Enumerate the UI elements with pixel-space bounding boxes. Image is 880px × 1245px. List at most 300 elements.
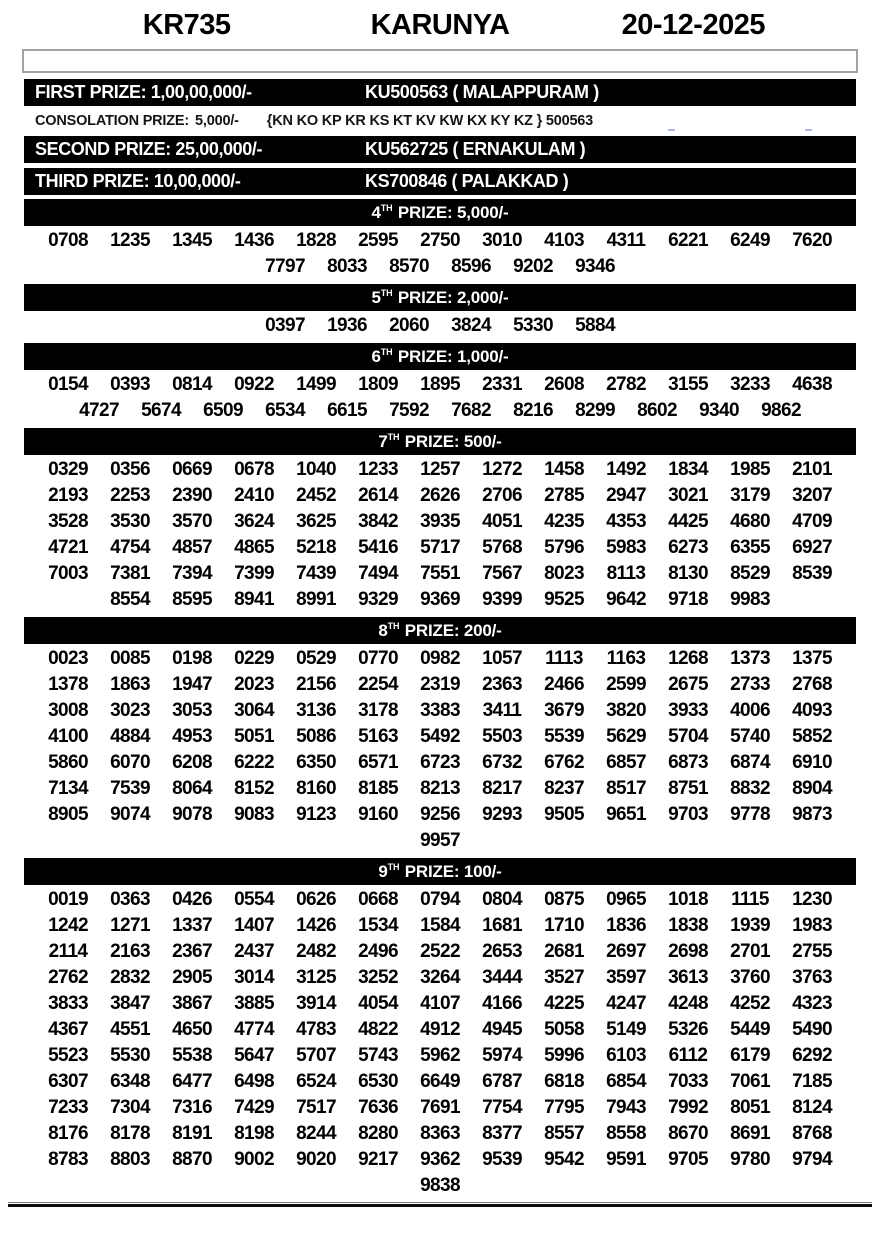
winning-number: 2614 (358, 485, 398, 506)
winning-number: 6534 (265, 400, 305, 421)
winning-number: 4235 (544, 511, 584, 532)
winning-number: 6762 (544, 752, 584, 773)
winning-number: 3527 (544, 967, 584, 988)
winning-number: 3023 (110, 700, 150, 721)
winning-number: 9074 (110, 804, 150, 825)
winning-number: 6910 (792, 752, 832, 773)
winning-number: 4822 (358, 1019, 398, 1040)
winning-number: 2437 (234, 941, 274, 962)
winning-number: 4323 (792, 993, 832, 1014)
winning-number: 0393 (110, 374, 150, 395)
winning-number: 6103 (606, 1045, 646, 1066)
draw-code: KR735 (142, 9, 231, 41)
winning-number: 2733 (730, 674, 770, 695)
winning-number: 5852 (792, 726, 832, 747)
winning-number: 4884 (110, 726, 150, 747)
winning-number: 5086 (296, 726, 336, 747)
winning-number: 3010 (482, 230, 522, 251)
winning-number: 9002 (234, 1149, 274, 1170)
winning-number: 3933 (668, 700, 708, 721)
prize-section-title: 7TH PRIZE: 500/- (378, 431, 502, 451)
winning-number: 8768 (792, 1123, 832, 1144)
blank-banner-box (22, 49, 858, 73)
winning-number: 1115 (731, 889, 769, 910)
winning-number: 6649 (420, 1071, 460, 1092)
winning-number: 3885 (234, 993, 274, 1014)
winning-number: 7134 (48, 778, 88, 799)
winning-number: 5530 (110, 1045, 150, 1066)
winning-number: 8670 (668, 1123, 708, 1144)
winning-number: 8554 (110, 589, 150, 610)
winning-numbers-row (0, 535, 880, 561)
winning-number: 8130 (668, 563, 708, 584)
winning-number: 0922 (234, 374, 274, 395)
winning-number: 9256 (420, 804, 460, 825)
winning-number: 1235 (110, 230, 150, 251)
winning-number: 2522 (420, 941, 460, 962)
winning-number: 1233 (358, 459, 398, 480)
winning-numbers-row (0, 939, 880, 965)
winning-number: 4166 (482, 993, 522, 1014)
winning-number: 5974 (482, 1045, 522, 1066)
winning-number: 3411 (482, 700, 522, 721)
winning-number: 4953 (172, 726, 212, 747)
winning-number: 2599 (606, 674, 646, 695)
winning-number: 1268 (668, 648, 708, 669)
winning-number: 8051 (730, 1097, 770, 1118)
winning-number: 4783 (296, 1019, 336, 1040)
winning-number: 7316 (172, 1097, 212, 1118)
winning-number: 2832 (110, 967, 150, 988)
winning-number: 0023 (48, 648, 88, 669)
winning-numbers-row (0, 1095, 880, 1121)
winning-number: 8596 (451, 256, 491, 277)
winning-number: 0085 (110, 648, 150, 669)
winning-number: 2496 (358, 941, 398, 962)
winning-number: 2466 (544, 674, 584, 695)
winning-number: 7381 (110, 563, 150, 584)
winning-number: 8991 (296, 589, 336, 610)
winning-number: 9078 (172, 804, 212, 825)
winning-number: 0814 (172, 374, 212, 395)
winning-numbers-row (0, 1147, 880, 1173)
winning-number: 1710 (544, 915, 584, 936)
winning-number: 6292 (792, 1045, 832, 1066)
winning-number: 3613 (668, 967, 708, 988)
winning-number: 8377 (482, 1123, 522, 1144)
consolation-series: {KN KO KP KR KS KT KV KW KX KY KZ } 500563 (266, 112, 594, 129)
winning-number: 1499 (296, 374, 336, 395)
winning-number: 5490 (792, 1019, 832, 1040)
winning-number: 0154 (48, 374, 88, 395)
winning-number: 5058 (544, 1019, 584, 1040)
winning-number: 2331 (482, 374, 522, 395)
winning-number: 7795 (544, 1097, 584, 1118)
winning-number: 9957 (420, 830, 460, 851)
winning-number: 2023 (234, 674, 274, 695)
winning-number: 3842 (358, 511, 398, 532)
winning-number: 0982 (420, 648, 460, 669)
winning-number: 3233 (730, 374, 770, 395)
winning-numbers-row (0, 1121, 880, 1147)
winning-numbers-row (0, 398, 880, 424)
winning-number: 9340 (699, 400, 739, 421)
winning-number: 3136 (296, 700, 336, 721)
winning-number: 3125 (296, 967, 336, 988)
winning-number: 8941 (234, 589, 274, 610)
winning-number: 1983 (792, 915, 832, 936)
winning-number: 2101 (792, 459, 832, 480)
winning-number: 2452 (296, 485, 336, 506)
winning-number: 5707 (296, 1045, 336, 1066)
winning-number: 3847 (110, 993, 150, 1014)
winning-number: 8023 (544, 563, 584, 584)
winning-number: 0668 (358, 889, 398, 910)
winning-number: 6307 (48, 1071, 88, 1092)
winning-number: 4247 (606, 993, 646, 1014)
winning-number: 0804 (482, 889, 522, 910)
winning-number: 6818 (544, 1071, 584, 1092)
winning-number: 3530 (110, 511, 150, 532)
winning-number: 1242 (48, 915, 88, 936)
winning-number: 1681 (482, 915, 522, 936)
winning-number: 9542 (544, 1149, 584, 1170)
winning-numbers-row (0, 698, 880, 724)
winning-number: 1272 (482, 459, 522, 480)
winning-number: 4754 (110, 537, 150, 558)
winning-number: 4425 (668, 511, 708, 532)
winning-numbers-row (0, 372, 880, 398)
winning-number: 4051 (482, 511, 522, 532)
winning-number: 3252 (358, 967, 398, 988)
winning-number: 2156 (296, 674, 336, 695)
winning-number: 7061 (730, 1071, 770, 1092)
winning-number: 7185 (792, 1071, 832, 1092)
second-prize-winner: KU562725 ( ERNAKULAM ) (365, 139, 586, 159)
winning-number: 6498 (234, 1071, 274, 1092)
winning-numbers-row (0, 254, 880, 280)
winning-number: 8237 (544, 778, 584, 799)
winning-number: 6854 (606, 1071, 646, 1092)
winning-number: 2390 (172, 485, 212, 506)
winning-number: 5149 (606, 1019, 646, 1040)
winning-number: 1836 (606, 915, 646, 936)
winning-number: 8602 (637, 400, 677, 421)
winning-number: 8558 (606, 1123, 646, 1144)
scan-artifact-mark (805, 129, 812, 131)
winning-number: 3383 (420, 700, 460, 721)
winning-number: 1458 (544, 459, 584, 480)
winning-number: 8751 (668, 778, 708, 799)
first-prize-winner: KU500563 ( MALAPPURAM ) (365, 82, 599, 102)
winning-number: 3179 (730, 485, 770, 506)
winning-number: 9399 (482, 589, 522, 610)
prize-section-title: 6TH PRIZE: 1,000/- (371, 346, 509, 366)
winning-number: 7429 (234, 1097, 274, 1118)
winning-number: 3625 (296, 511, 336, 532)
prize-section-header (24, 199, 856, 226)
winning-number: 4103 (544, 230, 584, 251)
winning-number: 6873 (668, 752, 708, 773)
winning-number: 3624 (234, 511, 274, 532)
draw-date: 20-12-2025 (621, 9, 765, 41)
winning-number: 3935 (420, 511, 460, 532)
winning-number: 8178 (110, 1123, 150, 1144)
winning-number: 3824 (451, 315, 491, 336)
winning-number: 5884 (575, 315, 615, 336)
winning-number: 0875 (544, 889, 584, 910)
winning-number: 9780 (730, 1149, 770, 1170)
winning-number: 9020 (296, 1149, 336, 1170)
winning-number: 0363 (110, 889, 150, 910)
winning-numbers-row (0, 561, 880, 587)
winning-number: 5740 (730, 726, 770, 747)
consolation-row (24, 110, 856, 131)
winning-number: 4857 (172, 537, 212, 558)
winning-number: 9160 (358, 804, 398, 825)
prize-section-title: 5TH PRIZE: 2,000/- (371, 287, 509, 307)
winning-number: 4774 (234, 1019, 274, 1040)
winning-number: 8570 (389, 256, 429, 277)
scan-artifact-mark (668, 129, 675, 131)
winning-numbers-row (0, 457, 880, 483)
winning-number: 5416 (358, 537, 398, 558)
winning-number: 4945 (482, 1019, 522, 1040)
winning-numbers-row (0, 965, 880, 991)
winning-number: 8905 (48, 804, 88, 825)
prize-section-title: 8TH PRIZE: 200/- (378, 620, 502, 640)
winning-number: 9362 (420, 1149, 460, 1170)
winning-numbers-row (0, 913, 880, 939)
winning-number: 8160 (296, 778, 336, 799)
winning-number: 8244 (296, 1123, 336, 1144)
winning-number: 4638 (792, 374, 832, 395)
winning-number: 1584 (420, 915, 460, 936)
winning-number: 7682 (451, 400, 491, 421)
winning-number: 1492 (606, 459, 646, 480)
winning-number: 6615 (327, 400, 367, 421)
winning-number: 7394 (172, 563, 212, 584)
winning-number: 8557 (544, 1123, 584, 1144)
winning-number: 3053 (172, 700, 212, 721)
winning-number: 8529 (730, 563, 770, 584)
winning-number: 6477 (172, 1071, 212, 1092)
winning-number: 2626 (420, 485, 460, 506)
winning-number: 9217 (358, 1149, 398, 1170)
winning-number: 6348 (110, 1071, 150, 1092)
winning-number: 5629 (606, 726, 646, 747)
winning-number: 9651 (606, 804, 646, 825)
winning-number: 5218 (296, 537, 336, 558)
winning-numbers-row (0, 672, 880, 698)
winning-number: 3528 (48, 511, 88, 532)
winning-number: 6787 (482, 1071, 522, 1092)
winning-number: 6927 (792, 537, 832, 558)
winning-number: 3064 (234, 700, 274, 721)
winning-number: 0019 (48, 889, 88, 910)
winning-number: 5796 (544, 537, 584, 558)
winning-number: 2768 (792, 674, 832, 695)
winning-number: 0397 (265, 315, 305, 336)
winning-numbers-row (0, 1043, 880, 1069)
winning-number: 8033 (327, 256, 367, 277)
prize-section-header (24, 858, 856, 885)
winning-number: 8517 (606, 778, 646, 799)
winning-number: 8198 (234, 1123, 274, 1144)
winning-number: 6723 (420, 752, 460, 773)
prize-section-header (24, 343, 856, 370)
winning-number: 8783 (48, 1149, 88, 1170)
prize-section-header (24, 284, 856, 311)
consolation-amount: 5,000/- (195, 112, 239, 129)
winning-number: 4865 (234, 537, 274, 558)
winning-number: 3867 (172, 993, 212, 1014)
winning-number: 1407 (234, 915, 274, 936)
winning-number: 5674 (141, 400, 181, 421)
winning-numbers-row (0, 991, 880, 1017)
winning-number: 0554 (234, 889, 274, 910)
winning-number: 2782 (606, 374, 646, 395)
winning-number: 9862 (761, 400, 801, 421)
winning-numbers-row (0, 1069, 880, 1095)
winning-number: 2163 (110, 941, 150, 962)
winning-number: 1345 (172, 230, 212, 251)
winning-number: 1834 (668, 459, 708, 480)
winning-number: 8113 (606, 563, 646, 584)
winning-number: 8870 (172, 1149, 212, 1170)
winning-number: 0229 (234, 648, 274, 669)
winning-number: 1838 (668, 915, 708, 936)
winning-number: 8539 (792, 563, 832, 584)
winning-number: 7567 (482, 563, 522, 584)
winning-number: 0669 (172, 459, 212, 480)
winning-number: 6732 (482, 752, 522, 773)
winning-number: 5962 (420, 1045, 460, 1066)
winning-number: 4721 (48, 537, 88, 558)
winning-number: 2755 (792, 941, 832, 962)
winning-number: 4727 (79, 400, 119, 421)
winning-number: 5860 (48, 752, 88, 773)
winning-number: 8185 (358, 778, 398, 799)
bottom-divider (8, 1202, 872, 1207)
winning-number: 2608 (544, 374, 584, 395)
winning-number: 5492 (420, 726, 460, 747)
winning-number: 9083 (234, 804, 274, 825)
winning-numbers-row (0, 1173, 880, 1199)
winning-number: 2595 (358, 230, 398, 251)
winning-number: 1436 (234, 230, 274, 251)
winning-number: 6350 (296, 752, 336, 773)
winning-number: 4225 (544, 993, 584, 1014)
winning-number: 7517 (296, 1097, 336, 1118)
header (0, 0, 880, 44)
winning-number: 9346 (575, 256, 615, 277)
winning-number: 6530 (358, 1071, 398, 1092)
third-prize-winner: KS700846 ( PALAKKAD ) (365, 171, 569, 191)
winning-number: 5538 (172, 1045, 212, 1066)
winning-number: 0678 (234, 459, 274, 480)
prize-section-header (24, 428, 856, 455)
winning-number: 5330 (513, 315, 553, 336)
winning-number: 5768 (482, 537, 522, 558)
winning-number: 9705 (668, 1149, 708, 1170)
winning-number: 7399 (234, 563, 274, 584)
winning-number: 9873 (792, 804, 832, 825)
winning-number: 2697 (606, 941, 646, 962)
winning-number: 1337 (172, 915, 212, 936)
winning-numbers-row (0, 750, 880, 776)
winning-number: 5539 (544, 726, 584, 747)
winning-number: 2482 (296, 941, 336, 962)
winning-number: 2114 (48, 941, 88, 962)
winning-number: 9369 (420, 589, 460, 610)
winning-number: 8904 (792, 778, 832, 799)
second-prize-label: SECOND PRIZE: 25,00,000/- (35, 139, 263, 159)
winning-number: 1271 (110, 915, 150, 936)
winning-number: 5983 (606, 537, 646, 558)
winning-number: 5647 (234, 1045, 274, 1066)
winning-numbers-row (0, 828, 880, 854)
third-prize-label: THIRD PRIZE: 10,00,000/- (35, 171, 241, 191)
winning-number: 3444 (482, 967, 522, 988)
winning-number: 9539 (482, 1149, 522, 1170)
winning-number: 8213 (420, 778, 460, 799)
winning-number: 9838 (420, 1175, 460, 1196)
third-prize-bar (24, 168, 856, 195)
winning-number: 7233 (48, 1097, 88, 1118)
winning-number: 4093 (792, 700, 832, 721)
winning-number: 4248 (668, 993, 708, 1014)
second-prize-bar (24, 136, 856, 163)
winning-number: 6222 (234, 752, 274, 773)
winning-number: 6208 (172, 752, 212, 773)
winning-number: 0198 (172, 648, 212, 669)
winning-numbers-row (0, 887, 880, 913)
winning-number: 6571 (358, 752, 398, 773)
winning-number: 5449 (730, 1019, 770, 1040)
winning-number: 0529 (296, 648, 336, 669)
winning-number: 3833 (48, 993, 88, 1014)
winning-numbers-row (0, 1017, 880, 1043)
winning-number: 5326 (668, 1019, 708, 1040)
winning-number: 4252 (730, 993, 770, 1014)
winning-numbers-row (0, 313, 880, 339)
winning-numbers-row (0, 802, 880, 828)
winning-number: 2706 (482, 485, 522, 506)
winning-number: 9642 (606, 589, 646, 610)
winning-number: 1163 (606, 648, 646, 669)
winning-number: 3008 (48, 700, 88, 721)
winning-number: 3679 (544, 700, 584, 721)
winning-number: 4912 (420, 1019, 460, 1040)
winning-number: 1375 (792, 648, 832, 669)
winning-number: 8176 (48, 1123, 88, 1144)
winning-numbers-row (0, 509, 880, 535)
winning-number: 4353 (606, 511, 646, 532)
winning-number: 9794 (792, 1149, 832, 1170)
winning-number: 3014 (234, 967, 274, 988)
winning-number: 1947 (172, 674, 212, 695)
winning-number: 2410 (234, 485, 274, 506)
winning-number: 9329 (358, 589, 398, 610)
winning-number: 9703 (668, 804, 708, 825)
winning-number: 7033 (668, 1071, 708, 1092)
winning-number: 4311 (606, 230, 646, 251)
winning-number: 4107 (420, 993, 460, 1014)
winning-number: 5523 (48, 1045, 88, 1066)
consolation-label: CONSOLATION PRIZE: (35, 112, 190, 129)
winning-number: 2701 (730, 941, 770, 962)
